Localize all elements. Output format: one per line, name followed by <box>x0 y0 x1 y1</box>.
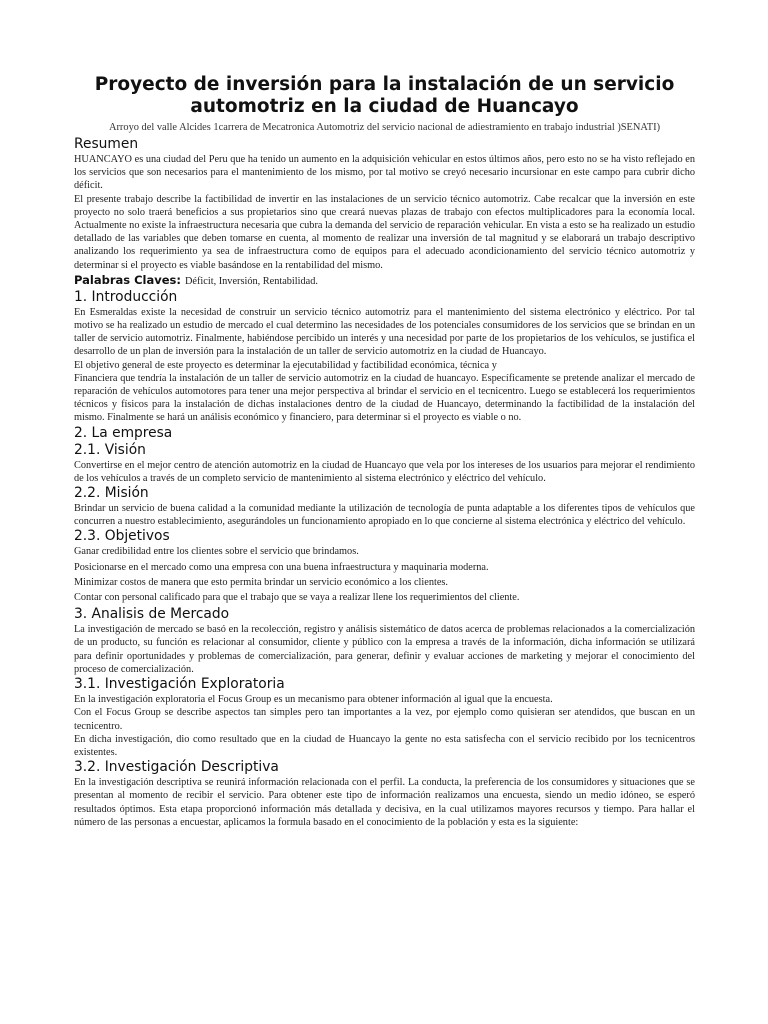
mercado-heading: 3. Analisis de Mercado <box>74 606 230 623</box>
resumen-paragraph-2: El presente trabajo describe la factibilidad de invertir en las instalaciones de un servicio técnico automotriz. Cabe recalcar que la inversión en este proyecto no solo traerá beneficios a sus propietarios sino que creará nuevas plazas de trabajo con efectos multiplicadores para la economía local. Actualmente no existe la infraestructura necesaria que cubra la demanda del servicio de reparación vehicular. En vista a esto se ha realizado un estudio detallado de las variables que deben tomarse en cuenta, al momento de realizar una inversión de tal magnitud y se elaborará un trabajo descriptivo analizando los requerimiento ya sea de infraestructura como de equipos para el adecuado acondicionamiento del servicio técnico automotriz y determinar si el proyecto es viable basándose en la rentabilidad del mismo. <box>74 193 695 271</box>
objetivos-list <box>74 545 695 604</box>
empresa-heading: 2. La empresa <box>74 424 173 441</box>
document-title: Proyecto de inversión para la instalación de un servicio automotriz en la ciudad de Huancayo <box>94 74 675 117</box>
author-affiliation: Arroyo del valle Alcides 1carrera de Mecatronica Automotriz del servicio nacional de adiestramiento en trabajo industrial )SENATI) <box>108 122 661 133</box>
keywords-row <box>74 272 695 289</box>
resumen-paragraph-1: HUANCAYO es una ciudad del Peru que ha tenido un aumento en la adquisición vehicular en estos últimos años, pero esto no se ha visto reflejado en los servicios que son necesarios para el mantenimiento de los mismo, por tal motivo se creyó necesario incursionar en este campo para cubrir dicho déficit. <box>74 154 695 192</box>
descriptiva-heading: 3.2. Investigación Descriptiva <box>74 759 279 776</box>
intro-paragraph-3: Financiera que tendría la instalación de un taller de servicio automotriz en la ciudad de huancayo. Específicamente se pretende analizar el mercado de reparación de vehículos automotores para tener una mejor perspectiva al brindar el servicio en el tecnicentro. Luego se establecerá los requerimientos técnicos y físicos para la instalación de dichas instalaciones dentro de la ciudad de Huancayo, determinando la factibilidad de la instalación del mismo. Finalmente se hará un análisis económico y financiero, para determinar si el proyecto es viable o no. <box>74 372 695 424</box>
exploratoria-paragraph-3: En dicha investigación, dio como resultado que en la ciudad de Huancayo la gente no esta satisfecha con el servicio recibido por los tecnicentros existentes. <box>74 733 695 758</box>
mercado-text: La investigación de mercado se basó en la recolección, registro y análisis sistemático de datos acerca de problemas relacionados a la comercialización de un producto, su función es relacionar al consumidor, cliente y público con la empresa a través de la información, dicha información se utilizará para definir oportunidades y problemas de comercialización, para generar, definir y evaluar acciones de marketing y mejorar el conocimiento del proceso de comercialización. <box>74 624 695 675</box>
vision-text: Convertirse en el mejor centro de atención automotriz en la ciudad de Huancayo que vela por los intereses de los usuarios para mejorar el rendimiento de los vehículos a través de un completo servicio de mantenimiento al sistema electrónico y eléctrico del vehículo. <box>74 459 695 484</box>
descriptiva-text: En la investigación descriptiva se reunirá información relacionada con el perfil. La conducta, la preferencia de los consumidores y situaciones que se presentan al momento de recibir el servicio. Para obtener este tipo de información realizamos una encuesta, siendo un medio idóneo, se esperó resultados óptimos. Esta etapa proporcionó información más detallada y decisiva, en la cual utilizamos mayores recursos y tiempo. Para hallar el número de las personas a encuestar, aplicamos la formula basado en el conocimiento de la población y esta es la siguiente: <box>74 777 695 828</box>
keywords-text: Déficit, Inversión, Rentabilidad. <box>184 275 318 287</box>
objetivo-item: Contar con personal calificado para que el trabajo que se vaya a realizar llene los requerimientos del cliente. <box>74 592 520 604</box>
mision-text: Brindar un servicio de buena calidad a la comunidad mediante la utilización de tecnología de punta adaptable a los diferentes tipos de vehículos que concurren a nuestro establecimiento, asegurándoles un funcionamiento apropiado en lo que concierne al sistema electrónica y eléctrico del vehículo. <box>74 503 695 528</box>
vision-heading: 2.1. Visión <box>74 441 146 458</box>
exploratoria-heading: 3.1. Investigación Exploratoria <box>74 676 285 693</box>
objetivo-item: Ganar credibilidad entre los clientes sobre el servicio que brindamos. <box>74 546 359 558</box>
mision-heading: 2.2. Misión <box>74 485 149 502</box>
keywords-label: Palabras Claves: <box>74 272 181 287</box>
objetivo-item: Posicionarse en el mercado como una empresa con una buena infraestructura y maquinaria moderna. <box>74 561 489 573</box>
resumen-heading: Resumen <box>74 136 139 152</box>
exploratoria-paragraph-1: En la investigación exploratoria el Focus Group es un mecanismo para obtener información al igual que la encuesta. <box>74 694 553 706</box>
intro-paragraph-2: El objetivo general de este proyecto es determinar la ejecutabilidad y factibilidad económica, técnica y <box>74 359 497 371</box>
objetivos-heading: 2.3. Objetivos <box>74 528 170 545</box>
intro-heading: 1. Introducción <box>74 288 178 305</box>
intro-paragraph-1: En Esmeraldas existe la necesidad de construir un servicio técnico automotriz para el mantenimiento del sistema electrónico y eléctrico. Por tal motivo se ha realizado un estudio de mercado el cual determino las necesidades de los potenciales consumidores de los servicios que se brindan en un taller de servicio automotriz. Finalmente, habiéndose percibido un interés y una necesidad por parte de los propietarios de los vehículos, se justifica el desarrollo de un plan de inversión para la instalación de un taller de servicio automotriz en la ciudad de Huancayo. <box>74 306 695 358</box>
exploratoria-paragraph-2: Con el Focus Group se describe aspectos tan simples pero tan importantes a la vez, por ejemplo como quisieran ser atendidos, que buscan en un tecnicentro. <box>74 707 695 732</box>
objetivo-item: Minimizar costos de manera que esto permita brindar un servicio económico a los clientes. <box>74 576 449 588</box>
